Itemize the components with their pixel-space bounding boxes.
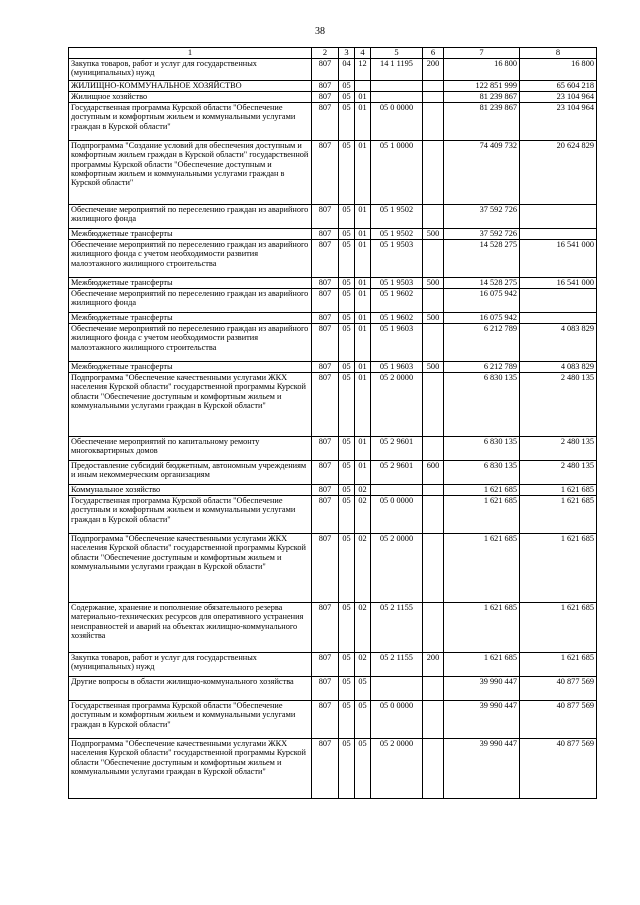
row-grbs-cell: 807 bbox=[312, 229, 339, 240]
table-row bbox=[69, 141, 597, 205]
row-sum-year1-cell: 37 592 726 bbox=[444, 229, 520, 240]
row-name-cell: Межбюджетные трансферты bbox=[69, 362, 312, 373]
row-sum-year1-cell: 6 212 789 bbox=[444, 362, 520, 373]
row-name-cell: Обеспечение мероприятий по капитальному ремонту многоквартирных домов bbox=[69, 437, 312, 461]
row-sum-year2-cell: 4 083 829 bbox=[520, 362, 597, 373]
row-expense-type-cell: 200 bbox=[423, 653, 444, 677]
row-expense-type-cell bbox=[423, 437, 444, 461]
row-sum-year1-cell: 81 239 867 bbox=[444, 92, 520, 103]
row-target-article-cell: 05 1 9503 bbox=[371, 278, 423, 289]
row-sum-year1-cell: 16 075 942 bbox=[444, 289, 520, 313]
row-section-cell: 05 bbox=[339, 81, 355, 92]
row-subsection-cell: 01 bbox=[355, 92, 371, 103]
header-cell: 7 bbox=[444, 48, 520, 59]
row-subsection-cell: 02 bbox=[355, 653, 371, 677]
table-row bbox=[69, 240, 597, 278]
table-row bbox=[69, 205, 597, 229]
row-sum-year2-cell bbox=[520, 229, 597, 240]
table-row bbox=[69, 373, 597, 437]
row-sum-year2-cell: 1 621 685 bbox=[520, 534, 597, 603]
row-subsection-cell: 01 bbox=[355, 240, 371, 278]
row-subsection-cell: 01 bbox=[355, 205, 371, 229]
row-sum-year1-cell: 6 830 135 bbox=[444, 461, 520, 485]
row-sum-year2-cell: 20 624 829 bbox=[520, 141, 597, 205]
row-target-article-cell: 05 2 0000 bbox=[371, 739, 423, 799]
row-sum-year2-cell: 4 083 829 bbox=[520, 324, 597, 362]
row-grbs-cell: 807 bbox=[312, 313, 339, 324]
row-subsection-cell: 12 bbox=[355, 59, 371, 81]
row-expense-type-cell: 500 bbox=[423, 278, 444, 289]
row-name-cell: Государственная программа Курской области "Обеспечение доступным и комфортным жильем и коммунальными услугами граждан в Курской области" bbox=[69, 496, 312, 534]
row-name-cell: Коммунальное хозяйство bbox=[69, 485, 312, 496]
row-grbs-cell: 807 bbox=[312, 362, 339, 373]
row-grbs-cell: 807 bbox=[312, 496, 339, 534]
header-cell: 8 bbox=[520, 48, 597, 59]
row-target-article-cell: 05 0 0000 bbox=[371, 103, 423, 141]
header-cell: 6 bbox=[423, 48, 444, 59]
row-expense-type-cell bbox=[423, 496, 444, 534]
row-subsection-cell: 05 bbox=[355, 701, 371, 739]
table-row bbox=[69, 289, 597, 313]
row-section-cell: 05 bbox=[339, 141, 355, 205]
row-section-cell: 05 bbox=[339, 229, 355, 240]
row-target-article-cell: 05 2 0000 bbox=[371, 373, 423, 437]
row-name-cell: Межбюджетные трансферты bbox=[69, 278, 312, 289]
row-expense-type-cell bbox=[423, 373, 444, 437]
table-row bbox=[69, 103, 597, 141]
row-section-cell: 05 bbox=[339, 324, 355, 362]
row-target-article-cell: 05 1 9603 bbox=[371, 362, 423, 373]
row-target-article-cell: 05 0 0000 bbox=[371, 701, 423, 739]
table-row bbox=[69, 485, 597, 496]
row-subsection-cell: 01 bbox=[355, 103, 371, 141]
row-name-cell: Подпрограмма "Обеспечение качественными услугами ЖКХ населения Курской области" государственной программы Курской области "Обеспечение доступным и комфортным жильем и коммунальными услугами граждан в Курской области" bbox=[69, 373, 312, 437]
row-sum-year1-cell: 6 212 789 bbox=[444, 324, 520, 362]
row-name-cell: Государственная программа Курской области "Обеспечение доступным и комфортным жильем и коммунальными услугами граждан в Курской области" bbox=[69, 103, 312, 141]
row-name-cell: Закупка товаров, работ и услуг для государственных (муниципальных) нужд bbox=[69, 653, 312, 677]
table-row bbox=[69, 496, 597, 534]
row-section-cell: 05 bbox=[339, 373, 355, 437]
table-row bbox=[69, 92, 597, 103]
row-grbs-cell: 807 bbox=[312, 739, 339, 799]
row-grbs-cell: 807 bbox=[312, 701, 339, 739]
table-row bbox=[69, 739, 597, 799]
row-target-article-cell: 05 1 9502 bbox=[371, 205, 423, 229]
row-grbs-cell: 807 bbox=[312, 240, 339, 278]
table-row bbox=[69, 278, 597, 289]
row-name-cell: Обеспечение мероприятий по переселению граждан из аварийного жилищного фонда с учетом необходимости развития малоэтажного жилищного строительства bbox=[69, 240, 312, 278]
row-section-cell: 05 bbox=[339, 739, 355, 799]
row-expense-type-cell bbox=[423, 485, 444, 496]
page-number: 38 bbox=[315, 26, 325, 37]
row-name-cell: Обеспечение мероприятий по переселению граждан из аварийного жилищного фонда bbox=[69, 205, 312, 229]
table-row bbox=[69, 229, 597, 240]
row-name-cell: Государственная программа Курской области "Обеспечение доступным и комфортным жильем и коммунальными услугами граждан в Курской области" bbox=[69, 701, 312, 739]
row-name-cell: Подпрограмма "Создание условий для обеспечения доступным и комфортным жильем граждан в Курской области" государственной программы Курской области "Обеспечение доступным и комфортным жильем и коммунальными услугами граждан в Курской области" bbox=[69, 141, 312, 205]
row-section-cell: 05 bbox=[339, 701, 355, 739]
row-target-article-cell: 05 1 9603 bbox=[371, 324, 423, 362]
row-expense-type-cell: 500 bbox=[423, 229, 444, 240]
row-sum-year2-cell: 40 877 569 bbox=[520, 739, 597, 799]
row-section-cell: 05 bbox=[339, 205, 355, 229]
row-sum-year2-cell: 16 541 000 bbox=[520, 278, 597, 289]
row-target-article-cell: 14 1 1195 bbox=[371, 59, 423, 81]
row-expense-type-cell bbox=[423, 534, 444, 603]
row-expense-type-cell: 500 bbox=[423, 313, 444, 324]
row-target-article-cell bbox=[371, 92, 423, 103]
row-sum-year1-cell: 16 800 bbox=[444, 59, 520, 81]
table-row bbox=[69, 313, 597, 324]
row-sum-year1-cell: 16 075 942 bbox=[444, 313, 520, 324]
row-section-cell: 05 bbox=[339, 240, 355, 278]
row-expense-type-cell: 500 bbox=[423, 362, 444, 373]
row-name-cell: Межбюджетные трансферты bbox=[69, 229, 312, 240]
row-section-cell: 05 bbox=[339, 103, 355, 141]
row-target-article-cell: 05 2 1155 bbox=[371, 603, 423, 653]
row-sum-year1-cell: 37 592 726 bbox=[444, 205, 520, 229]
row-section-cell: 05 bbox=[339, 437, 355, 461]
row-section-cell: 05 bbox=[339, 278, 355, 289]
row-target-article-cell: 05 1 0000 bbox=[371, 141, 423, 205]
row-expense-type-cell bbox=[423, 289, 444, 313]
row-subsection-cell: 01 bbox=[355, 324, 371, 362]
row-expense-type-cell bbox=[423, 103, 444, 141]
row-grbs-cell: 807 bbox=[312, 373, 339, 437]
row-grbs-cell: 807 bbox=[312, 289, 339, 313]
row-name-cell: Межбюджетные трансферты bbox=[69, 313, 312, 324]
row-subsection-cell: 02 bbox=[355, 534, 371, 603]
row-section-cell: 04 bbox=[339, 59, 355, 81]
row-subsection-cell: 01 bbox=[355, 289, 371, 313]
row-expense-type-cell bbox=[423, 92, 444, 103]
row-name-cell: Другие вопросы в области жилищно-коммунального хозяйства bbox=[69, 677, 312, 701]
row-target-article-cell: 05 1 9602 bbox=[371, 313, 423, 324]
table-row bbox=[69, 437, 597, 461]
row-sum-year1-cell: 81 239 867 bbox=[444, 103, 520, 141]
row-grbs-cell: 807 bbox=[312, 437, 339, 461]
row-grbs-cell: 807 bbox=[312, 324, 339, 362]
row-expense-type-cell bbox=[423, 240, 444, 278]
row-sum-year1-cell: 1 621 685 bbox=[444, 485, 520, 496]
row-expense-type-cell: 200 bbox=[423, 59, 444, 81]
row-subsection-cell: 01 bbox=[355, 229, 371, 240]
table-row bbox=[69, 324, 597, 362]
row-target-article-cell: 05 2 0000 bbox=[371, 534, 423, 603]
header-cell: 2 bbox=[312, 48, 339, 59]
row-expense-type-cell bbox=[423, 701, 444, 739]
header-cell: 4 bbox=[355, 48, 371, 59]
row-section-cell: 05 bbox=[339, 496, 355, 534]
row-name-cell: Подпрограмма "Обеспечение качественными услугами ЖКХ населения Курской области" государственной программы Курской области "Обеспечение доступным и комфортным жильем и коммунальными услугами граждан в Курской области" bbox=[69, 534, 312, 603]
row-sum-year2-cell: 2 480 135 bbox=[520, 461, 597, 485]
row-grbs-cell: 807 bbox=[312, 677, 339, 701]
row-target-article-cell: 05 2 9601 bbox=[371, 437, 423, 461]
row-sum-year2-cell: 16 800 bbox=[520, 59, 597, 81]
row-grbs-cell: 807 bbox=[312, 205, 339, 229]
row-subsection-cell: 02 bbox=[355, 603, 371, 653]
row-expense-type-cell bbox=[423, 677, 444, 701]
row-sum-year1-cell: 39 990 447 bbox=[444, 701, 520, 739]
row-sum-year1-cell: 1 621 685 bbox=[444, 534, 520, 603]
row-name-cell: Закупка товаров, работ и услуг для государственных (муниципальных) нужд bbox=[69, 59, 312, 81]
table-header-row bbox=[69, 48, 597, 59]
row-grbs-cell: 807 bbox=[312, 92, 339, 103]
row-name-cell: Содержание, хранение и пополнение обязательного резерва материально-технических ресурсов для оперативного устранения неисправностей и аварий на объектах жилищно-коммунального хозяйства bbox=[69, 603, 312, 653]
row-grbs-cell: 807 bbox=[312, 461, 339, 485]
table-row bbox=[69, 81, 597, 92]
row-expense-type-cell: 600 bbox=[423, 461, 444, 485]
row-sum-year1-cell: 1 621 685 bbox=[444, 603, 520, 653]
row-target-article-cell bbox=[371, 485, 423, 496]
row-section-cell: 05 bbox=[339, 289, 355, 313]
row-target-article-cell bbox=[371, 677, 423, 701]
row-grbs-cell: 807 bbox=[312, 603, 339, 653]
row-sum-year2-cell: 1 621 685 bbox=[520, 653, 597, 677]
row-sum-year2-cell: 65 604 218 bbox=[520, 81, 597, 92]
header-cell: 1 bbox=[69, 48, 312, 59]
row-section-cell: 05 bbox=[339, 362, 355, 373]
row-section-cell: 05 bbox=[339, 534, 355, 603]
row-grbs-cell: 807 bbox=[312, 59, 339, 81]
row-expense-type-cell bbox=[423, 205, 444, 229]
table-row bbox=[69, 701, 597, 739]
row-sum-year1-cell: 39 990 447 bbox=[444, 739, 520, 799]
row-expense-type-cell bbox=[423, 324, 444, 362]
row-sum-year1-cell: 1 621 685 bbox=[444, 653, 520, 677]
table-row bbox=[69, 59, 597, 81]
table-row bbox=[69, 603, 597, 653]
row-sum-year1-cell: 1 621 685 bbox=[444, 496, 520, 534]
row-subsection-cell: 01 bbox=[355, 313, 371, 324]
row-name-cell: ЖИЛИЩНО-КОММУНАЛЬНОЕ ХОЗЯЙСТВО bbox=[69, 81, 312, 92]
row-sum-year2-cell bbox=[520, 313, 597, 324]
row-section-cell: 05 bbox=[339, 313, 355, 324]
row-sum-year2-cell bbox=[520, 205, 597, 229]
table-row bbox=[69, 653, 597, 677]
row-target-article-cell bbox=[371, 81, 423, 92]
row-expense-type-cell bbox=[423, 739, 444, 799]
row-name-cell: Жилищное хозяйство bbox=[69, 92, 312, 103]
row-sum-year2-cell: 1 621 685 bbox=[520, 496, 597, 534]
row-grbs-cell: 807 bbox=[312, 141, 339, 205]
row-name-cell: Обеспечение мероприятий по переселению граждан из аварийного жилищного фонда с учетом необходимости развития малоэтажного жилищного строительства bbox=[69, 324, 312, 362]
row-target-article-cell: 05 2 1155 bbox=[371, 653, 423, 677]
row-name-cell: Подпрограмма "Обеспечение качественными услугами ЖКХ населения Курской области" государственной программы Курской области "Обеспечение доступным и комфортным жильем и коммунальными услугами граждан в Курской области" bbox=[69, 739, 312, 799]
table-row bbox=[69, 534, 597, 603]
table-row bbox=[69, 362, 597, 373]
row-grbs-cell: 807 bbox=[312, 81, 339, 92]
row-sum-year2-cell: 1 621 685 bbox=[520, 485, 597, 496]
row-sum-year2-cell: 2 480 135 bbox=[520, 373, 597, 437]
row-section-cell: 05 bbox=[339, 677, 355, 701]
row-grbs-cell: 807 bbox=[312, 653, 339, 677]
row-sum-year2-cell: 40 877 569 bbox=[520, 677, 597, 701]
row-grbs-cell: 807 bbox=[312, 534, 339, 603]
row-expense-type-cell bbox=[423, 81, 444, 92]
row-grbs-cell: 807 bbox=[312, 103, 339, 141]
row-sum-year1-cell: 122 851 999 bbox=[444, 81, 520, 92]
row-sum-year1-cell: 14 528 275 bbox=[444, 278, 520, 289]
row-subsection-cell bbox=[355, 81, 371, 92]
row-subsection-cell: 05 bbox=[355, 739, 371, 799]
row-sum-year2-cell: 23 104 964 bbox=[520, 92, 597, 103]
row-subsection-cell: 01 bbox=[355, 373, 371, 437]
row-target-article-cell: 05 1 9502 bbox=[371, 229, 423, 240]
row-section-cell: 05 bbox=[339, 92, 355, 103]
row-sum-year1-cell: 14 528 275 bbox=[444, 240, 520, 278]
row-subsection-cell: 05 bbox=[355, 677, 371, 701]
row-target-article-cell: 05 2 9601 bbox=[371, 461, 423, 485]
row-expense-type-cell bbox=[423, 603, 444, 653]
header-cell: 3 bbox=[339, 48, 355, 59]
row-subsection-cell: 01 bbox=[355, 362, 371, 373]
row-subsection-cell: 01 bbox=[355, 141, 371, 205]
row-target-article-cell: 05 1 9503 bbox=[371, 240, 423, 278]
table-row bbox=[69, 677, 597, 701]
row-sum-year1-cell: 74 409 732 bbox=[444, 141, 520, 205]
row-sum-year2-cell: 40 877 569 bbox=[520, 701, 597, 739]
row-sum-year2-cell bbox=[520, 289, 597, 313]
row-name-cell: Обеспечение мероприятий по переселению граждан из аварийного жилищного фонда bbox=[69, 289, 312, 313]
row-grbs-cell: 807 bbox=[312, 278, 339, 289]
row-expense-type-cell bbox=[423, 141, 444, 205]
row-sum-year2-cell: 16 541 000 bbox=[520, 240, 597, 278]
row-target-article-cell: 05 0 0000 bbox=[371, 496, 423, 534]
row-sum-year2-cell: 1 621 685 bbox=[520, 603, 597, 653]
header-cell: 5 bbox=[371, 48, 423, 59]
row-sum-year1-cell: 39 990 447 bbox=[444, 677, 520, 701]
row-sum-year1-cell: 6 830 135 bbox=[444, 373, 520, 437]
row-subsection-cell: 02 bbox=[355, 496, 371, 534]
row-name-cell: Предоставление субсидий бюджетным, автономным учреждениям и иным некоммерческим организациям bbox=[69, 461, 312, 485]
row-sum-year2-cell: 2 480 135 bbox=[520, 437, 597, 461]
row-subsection-cell: 02 bbox=[355, 485, 371, 496]
table-row bbox=[69, 461, 597, 485]
row-sum-year2-cell: 23 104 964 bbox=[520, 103, 597, 141]
row-target-article-cell: 05 1 9602 bbox=[371, 289, 423, 313]
row-sum-year1-cell: 6 830 135 bbox=[444, 437, 520, 461]
row-subsection-cell: 01 bbox=[355, 437, 371, 461]
row-section-cell: 05 bbox=[339, 461, 355, 485]
row-grbs-cell: 807 bbox=[312, 485, 339, 496]
row-section-cell: 05 bbox=[339, 653, 355, 677]
budget-table bbox=[68, 47, 597, 799]
row-subsection-cell: 01 bbox=[355, 278, 371, 289]
row-section-cell: 05 bbox=[339, 485, 355, 496]
row-section-cell: 05 bbox=[339, 603, 355, 653]
row-subsection-cell: 01 bbox=[355, 461, 371, 485]
